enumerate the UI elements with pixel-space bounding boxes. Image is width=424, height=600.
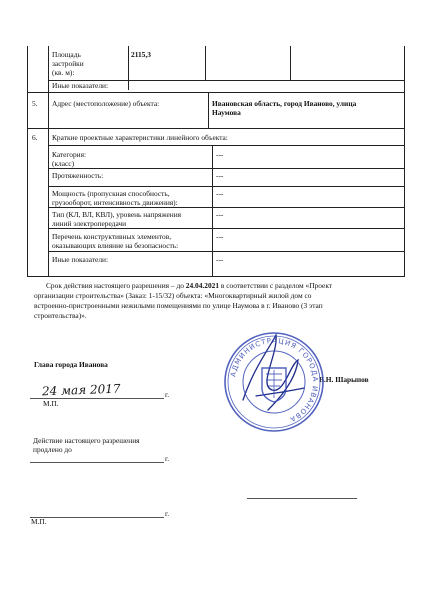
other-indicators-1: Иные показатели: [52,81,109,90]
extension-date-line-1 [30,462,164,463]
validity-text-a: Срок действия настоящего разрешения – до [46,281,186,290]
area-col-divider-2 [205,46,206,80]
extension-label-2: продлено до [33,445,72,454]
subrow-capacity-label-1: Мощность (пропускная способность, [52,189,170,198]
row6-subtable-left [48,145,49,276]
area-label-1: Площадь [52,50,81,59]
signatory-mp: М.П. [43,399,59,408]
extension-year-suffix-1: г. [165,454,170,463]
handwritten-date: 24 мая 2017 [41,381,121,399]
row5-col-divider [208,92,209,128]
validity-text-b: в соответствии с разделом «Проект [219,281,333,290]
row6-top-line [27,128,405,129]
validity-line-3: встроенно-пристроенными нежилыми помещениями по улице Наумова в г. Иваново (3 этап [34,301,323,310]
subrow-line-2 [48,186,405,187]
subrow-elements-value: --- [216,232,224,241]
validity-date: 24.04.2021 [185,281,220,290]
validity-line-4: строительства)». [34,311,87,320]
validity-line-2: организации строительства» (Заказ: 1-15/32) объекта: «Многоквартирный жилой дом со [34,291,312,300]
subrow-elements-label-2: оказывающих влияние на безопасность: [52,241,179,250]
row6-subtable-top [48,145,405,146]
subrow-line-5 [48,251,405,252]
subrow-elements-label-1: Перечень конструктивных элементов, [52,232,172,241]
row5-top-line [27,92,405,93]
subrow-category-value: --- [216,150,224,159]
area-label-2: застройки [52,59,84,68]
extension-year-suffix-2: г. [165,509,170,518]
official-stamp [222,330,326,434]
table-left-border [27,46,28,276]
signatory-name: В.Н. Шарыпов [319,375,369,384]
row5-value-2: Наумова [212,108,241,117]
subrow-length-value: --- [216,171,224,180]
row6-subtable-divider [212,145,213,276]
subrow-line-1 [48,168,405,169]
svg-text:АДМИНИСТРАЦИЯ ГОРОДА ИВАНОВА: АДМИНИСТРАЦИЯ ГОРОДА ИВАНОВА [229,336,320,424]
subrow-category-label-2: (класс) [52,159,75,168]
area-value: 2115,3 [131,50,151,59]
area-col-divider-3 [290,46,291,80]
row6-label: Краткие проектные характеристики линейного объекта: [52,133,228,142]
table-bottom-border [27,276,405,277]
area-col-divider-1 [128,46,129,90]
subrow-capacity-label-2: грузооборот, интенсивность движения): [52,198,178,207]
extension-label-1: Действие настоящего разрешения [33,436,140,445]
extension-date-line-2 [30,517,164,518]
subrow-powerline-label-2: линий электропередачи [52,219,127,228]
row5-label: Адрес (местоположение) объекта: [52,99,160,108]
signatory-title: Глава города Иванова [34,360,108,369]
subrow-length-label: Протяженность: [52,171,104,180]
row6-number: 6. [32,133,38,142]
extension-mp: М.П. [31,517,47,526]
subrow-capacity-value: --- [216,189,224,198]
row5-number: 5. [32,99,38,108]
subrow-powerline-value: --- [216,210,224,219]
subrow-other-label: Иные показатели: [52,255,109,264]
signatory-year-suffix: г. [165,390,170,399]
subrow-other-value: --- [216,255,224,264]
subrow-category-label-1: Категория: [52,150,87,159]
row5-value-1: Ивановская область, город Иваново, улица [212,99,357,108]
subrow-powerline-label-1: Тип (КЛ, ВЛ, КВЛ), уровень напряжения [52,210,182,219]
extension-signature-line [247,498,357,499]
area-label-3: (кв. м): [52,68,75,77]
validity-line-1 [46,282,332,290]
